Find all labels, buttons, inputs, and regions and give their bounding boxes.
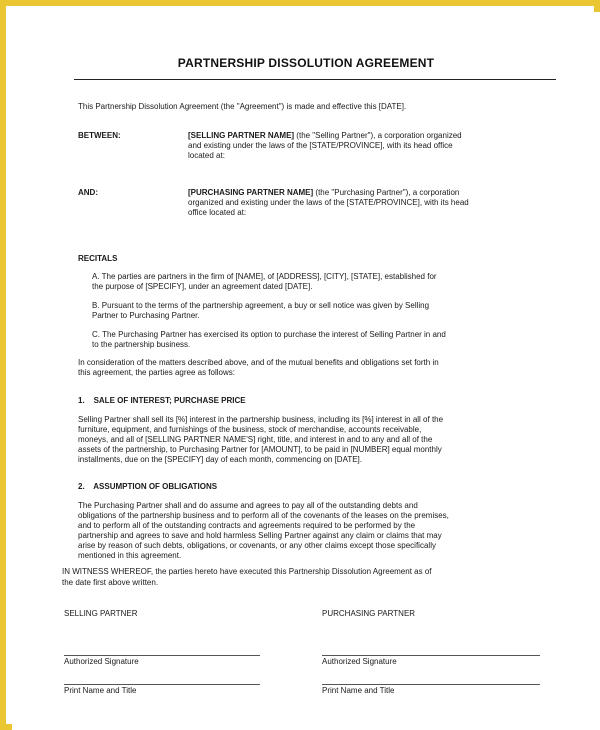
witness-line-2: the date first above written.: [62, 578, 159, 587]
section-1-line-2: furniture, equipment, and furnishings of the business, stock of merchandise, accounts receivable,: [78, 425, 422, 434]
selling-signature-label: Authorized Signature: [64, 657, 139, 666]
between-label: BETWEEN:: [78, 131, 121, 140]
section-1-heading: 1. SALE OF INTEREST; PURCHASE PRICE: [78, 396, 246, 405]
document-title: PARTNERSHIP DISSOLUTION AGREEMENT: [177, 56, 435, 70]
section-1-line-5: installments, due on the [SPECIFY] day of each month, commencing on [DATE].: [78, 455, 362, 464]
section-2-line-2: obligations of the partnership business and to perform all of the covenants of the leases on the premises,: [78, 511, 449, 520]
and-line-3: office located at:: [188, 208, 247, 217]
recital-a-line-1: A. The parties are partners in the firm of [NAME], of [ADDRESS], [CITY], [STATE], established for: [92, 272, 437, 281]
intro-paragraph: This Partnership Dissolution Agreement (the "Agreement") is made and effective this [DATE].: [78, 102, 407, 111]
between-line-1-text: (the "Selling Partner"), a corporation organized: [294, 131, 462, 140]
between-line-1: [188, 131, 462, 141]
recital-b-line-2: Partner to Purchasing Partner.: [92, 311, 200, 320]
title-underline: [74, 79, 556, 80]
section-1-line-1: Selling Partner shall sell its [%] interest in the partnership business, including its [%] interest in all of the: [78, 415, 444, 424]
and-line-2: organized and existing under the laws of the [STATE/PROVINCE], with its head: [188, 198, 469, 207]
purchasing-partner-heading: PURCHASING PARTNER: [322, 609, 416, 618]
purchasing-print-line: [322, 684, 540, 685]
witness-line-1: IN WITNESS WHEREOF, the parties hereto have executed this Partnership Dissolution Agreement as of: [62, 567, 432, 576]
section-2-line-5: arise by reason of such debts, obligations, or covenants, or any other claims except those specifically: [78, 541, 436, 550]
selling-print-label: Print Name and Title: [64, 686, 137, 695]
purchasing-partner-name: [PURCHASING PARTNER NAME]: [188, 188, 314, 197]
and-line-1: [188, 188, 459, 198]
recital-b-line-1: B. Pursuant to the terms of the partnership agreement, a buy or sell notice was given by Selling: [92, 301, 430, 310]
purchasing-print-label: Print Name and Title: [322, 686, 395, 695]
section-2-line-6: mentioned in this agreement.: [78, 551, 182, 560]
and-label: AND:: [78, 188, 98, 197]
selling-signature-line: [64, 655, 260, 656]
selling-partner-heading: SELLING PARTNER: [64, 609, 138, 618]
purchasing-signature-label: Authorized Signature: [322, 657, 397, 666]
section-2-line-1: The Purchasing Partner shall and do assume and agrees to pay all of the outstanding debts and: [78, 501, 418, 510]
purchasing-signature-line: [322, 655, 540, 656]
section-2-heading: 2. ASSUMPTION OF OBLIGATIONS: [78, 482, 218, 491]
between-line-3: located at:: [188, 151, 225, 160]
consideration-line-2: this agreement, the parties agree as follows:: [78, 368, 235, 377]
recital-c-line-1: C. The Purchasing Partner has exercised its option to purchase the interest of Selling Partner in and: [92, 330, 446, 339]
selling-print-line: [64, 684, 260, 685]
between-line-2: and existing under the laws of the [STATE/PROVINCE], with its head office: [188, 141, 453, 150]
section-1-line-4: assets of the partnership, to Purchasing Partner for [AMOUNT], to be paid in [NUMBER] equal monthly: [78, 445, 442, 454]
section-2-line-3: and to perform all of the outstanding contracts and agreements required to be performed by the: [78, 521, 416, 530]
document-page: [12, 12, 600, 730]
selling-partner-name: [SELLING PARTNER NAME]: [188, 131, 295, 140]
and-line-1-text: (the "Purchasing Partner"), a corporation: [313, 188, 460, 197]
recitals-heading: RECITALS: [78, 254, 118, 263]
recital-a-line-2: the purpose of [SPECIFY], under an agreement dated [DATE].: [92, 282, 313, 291]
recital-c-line-2: to the partnership business.: [92, 340, 191, 349]
section-2-line-4: partnership and agrees to save and hold harmless Selling Partner against any claim or claims that may: [78, 531, 442, 540]
consideration-line-1: In consideration of the matters described above, and of the mutual benefits and obligations set forth in: [78, 358, 439, 367]
section-1-line-3: moneys, and all of [SELLING PARTNER NAME'S] right, title, and interest in and to any and all of the: [78, 435, 433, 444]
